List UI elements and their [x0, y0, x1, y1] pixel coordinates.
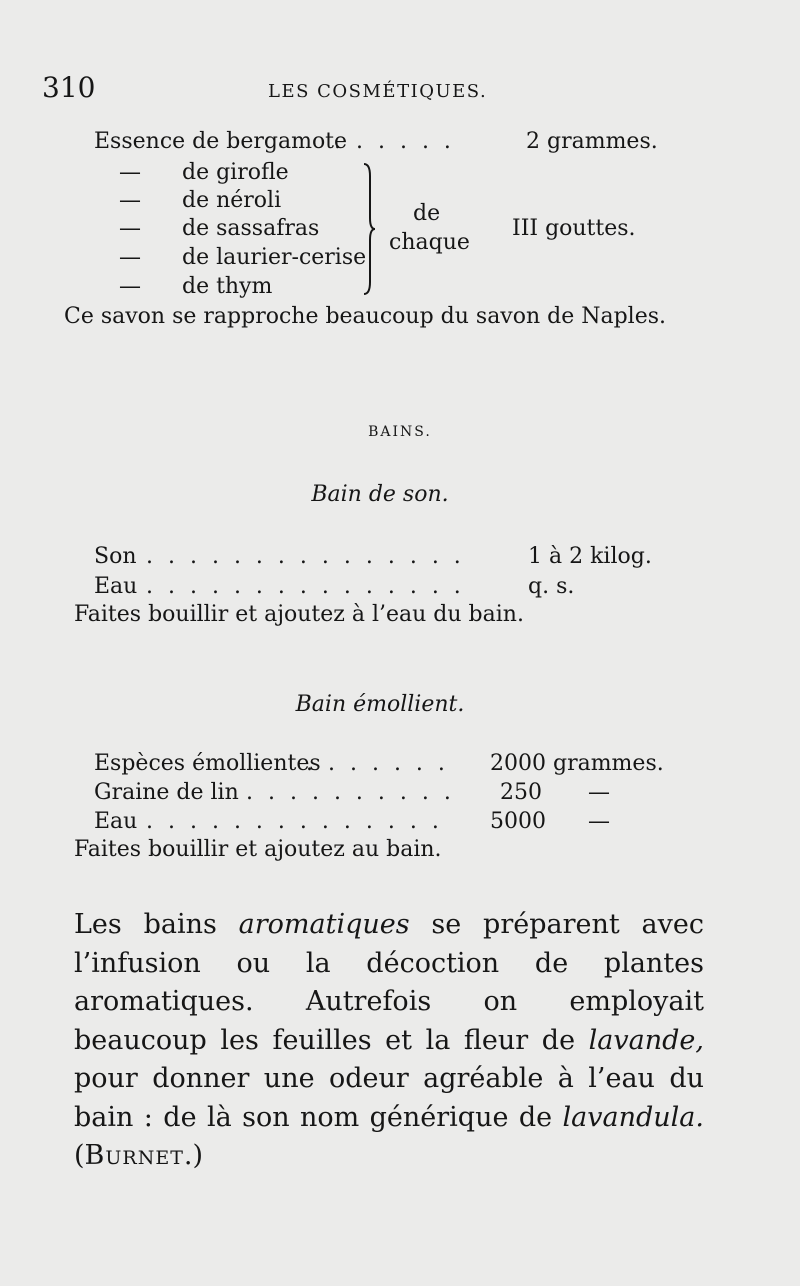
paragraph-text: .) [183, 1140, 203, 1171]
recipe-note: Faites bouillir et ajoutez au bain. [74, 837, 442, 862]
ingredient-quantity: 1 à 2 kilog. [528, 544, 652, 569]
leader-dots: . . . . . . . . . . [246, 780, 455, 805]
leader-dots: . . . . . . . . . . . . . . [146, 809, 443, 834]
recipe-note: Faites bouillir et ajoutez à l’eau du bain. [74, 602, 524, 627]
ingredient-name: de néroli [182, 188, 282, 213]
running-head: LES COSMÉTIQUES. [268, 81, 488, 102]
leader-dots: . . . . . . . [306, 751, 449, 776]
page-header [42, 72, 742, 112]
ingredient-name: Essence de bergamote [94, 129, 348, 154]
ditto-dash: — [119, 160, 141, 185]
paragraph-text: ( [74, 1140, 85, 1171]
author-citation: Burnet [84, 1140, 184, 1171]
paragraph-text: pour donner une odeur agréable à l’eau du bain : de là son nom générique de [74, 1063, 704, 1133]
ingredient-quantity: 5000 [490, 809, 546, 834]
ingredient-name: Graine de lin [94, 780, 239, 805]
right-brace [362, 162, 376, 296]
page-number: 310 [42, 71, 96, 104]
leader-dots: . . . . . . . . . . . . . . . [146, 574, 465, 599]
ditto-dash: — [119, 245, 141, 270]
emphasis-term: lavandula. [562, 1101, 704, 1133]
ingredient-name: de sassafras [182, 216, 320, 241]
ditto-dash: — [119, 216, 141, 241]
ditto-dash: — [588, 780, 610, 805]
ditto-dash: — [588, 809, 610, 834]
paragraph-text: Les bains [74, 909, 239, 940]
ingredient-name: Espèces émollientes [94, 751, 321, 776]
recipe-title: Bain de son. [311, 482, 449, 507]
ingredient-name: Eau [94, 574, 138, 599]
ingredient-quantity: q. s. [528, 574, 575, 599]
leader-dots: . . . . . . . . . . . . . . . [146, 544, 465, 569]
brace-label: de [413, 201, 441, 226]
recipe-note: Ce savon se rapproche beaucoup du savon de Naples. [64, 304, 667, 329]
ingredient-name: Eau [94, 809, 138, 834]
leader-dots: . . . . . . [334, 129, 455, 154]
emphasis-term: lavande, [588, 1024, 704, 1056]
paragraph-text: se préparent avec l’infusion ou la décoction de plantes aromatiques. Autrefois on employait beaucoup les feuilles et la fleur de [74, 909, 704, 1056]
ingredient-name: de thym [182, 274, 273, 299]
ditto-dash: — [119, 188, 141, 213]
ingredient-quantity: 2000 grammes. [490, 751, 664, 776]
ingredient-name: de girofle [182, 160, 289, 185]
ditto-dash: — [119, 274, 141, 299]
ingredient-name: de laurier-cerise [182, 245, 367, 270]
section-title: BAINS. [368, 424, 432, 440]
ingredient-quantity: 2 grammes. [526, 129, 658, 154]
brace-label: chaque [389, 230, 470, 255]
recipe-title: Bain émollient. [295, 692, 465, 717]
ingredient-quantity: 250 [500, 780, 542, 805]
ingredient-name: Son [94, 544, 137, 569]
body-paragraph [74, 906, 704, 1176]
emphasis-term: aromatiques [238, 909, 410, 940]
ingredient-quantity: III gouttes. [512, 216, 636, 241]
